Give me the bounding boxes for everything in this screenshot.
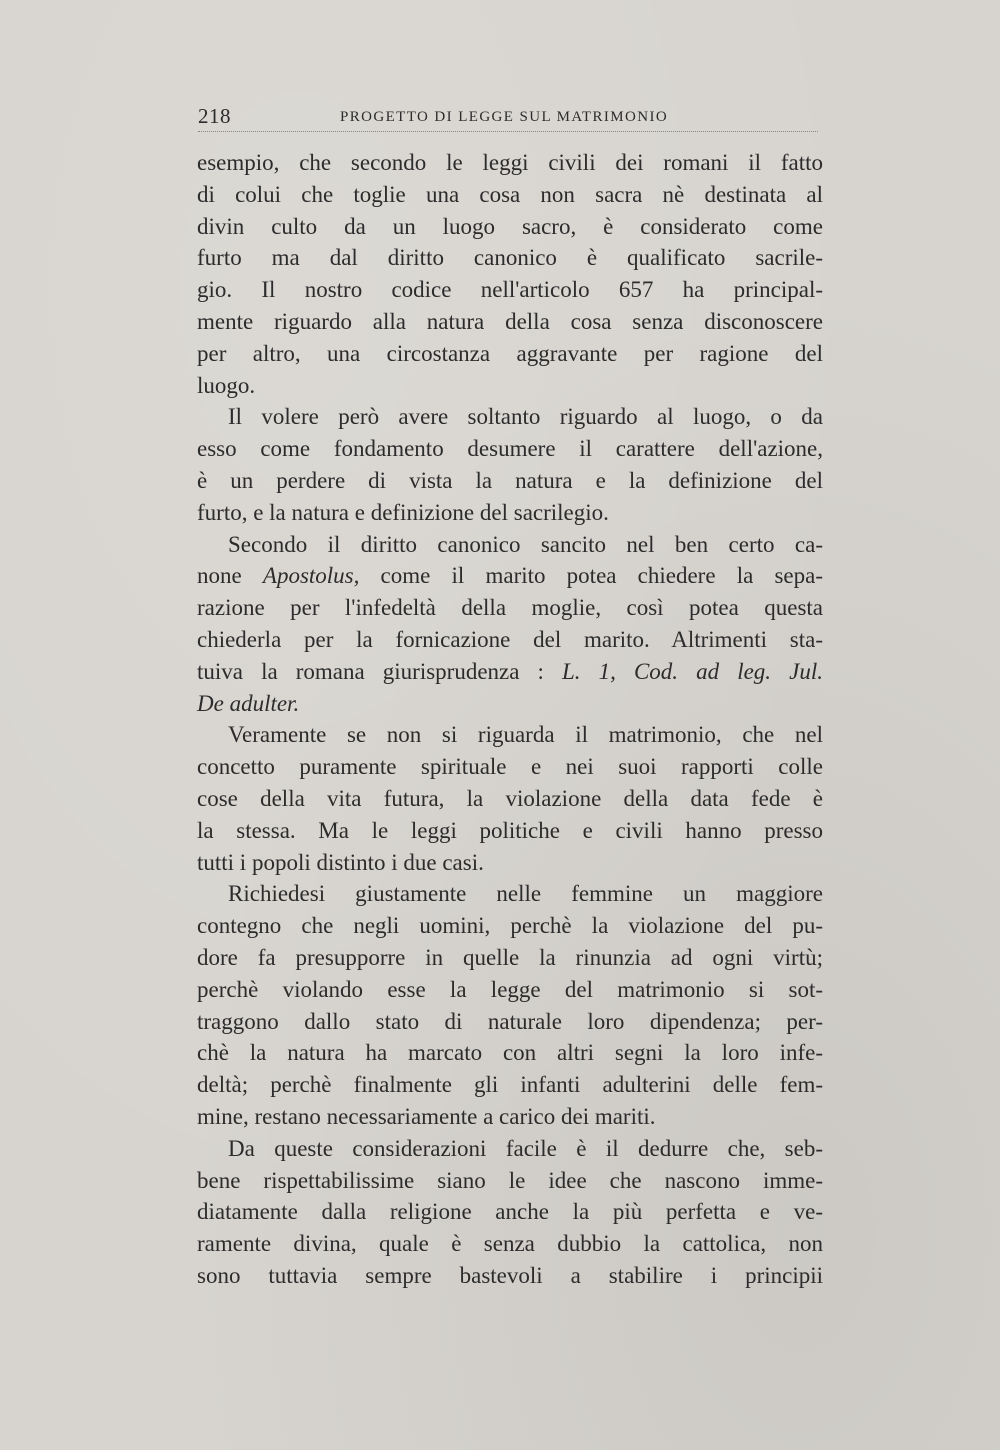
text-line: furto ma dal diritto canonico è qualificato sacrile- xyxy=(197,245,823,271)
text-line: furto, e la natura e definizione del sacrilegio. xyxy=(197,499,609,525)
text-line: divin culto da un luogo sacro, è considerato come xyxy=(197,213,823,239)
text-segment: come il marito potea chiedere la sepa- xyxy=(359,563,823,589)
text-line xyxy=(197,560,823,592)
text-segment: tuiva la romana giurisprudenza : xyxy=(197,658,563,684)
italic-citation: L. 1, Cod. ad leg. Jul. xyxy=(562,658,823,684)
text-line: esempio, che secondo le leggi civili dei romani il fatto xyxy=(197,150,823,175)
text-line: ramente divina, quale è senza dubbio la cattolica, non xyxy=(197,1231,823,1257)
text-line: razione per l'infedeltà della moglie, così potea questa xyxy=(197,595,823,621)
text-line: deltà; perchè finalmente gli infanti adulterini delle fem- xyxy=(197,1072,823,1098)
text-line xyxy=(197,688,823,720)
italic-citation: Apostolus, xyxy=(262,563,360,589)
text-line: Da queste considerazioni facile è il dedurre che, seb- xyxy=(228,1135,823,1161)
italic-citation: De adulter. xyxy=(197,690,300,716)
running-title: PROGETTO DI LEGGE SUL MATRIMONIO xyxy=(340,109,669,125)
text-line: gio. Il nostro codice nell'articolo 657 ha principal- xyxy=(197,277,823,303)
header-divider xyxy=(198,131,818,132)
text-line: Il volere però avere soltanto riguardo al luogo, o da xyxy=(228,404,823,430)
text-segment: none xyxy=(197,563,263,589)
text-line: bene rispettabilissime siano le idee che nascono imme- xyxy=(197,1167,823,1193)
text-line: chiederla per la fornicazione del marito. Altrimenti sta- xyxy=(197,626,823,652)
text-line: per altro, una circostanza aggravante per ragione del xyxy=(197,340,823,366)
text-line: diatamente dalla religione anche la più perfetta e ve- xyxy=(197,1199,823,1225)
text-line xyxy=(197,656,823,688)
text-line: tutti i popoli distinto i due casi. xyxy=(197,849,484,875)
text-line: la stessa. Ma le leggi politiche e civili hanno presso xyxy=(197,817,823,843)
text-line: luogo. xyxy=(197,372,256,398)
text-line: mente riguardo alla natura della cosa senza disconoscere xyxy=(197,308,823,334)
page-number: 218 xyxy=(198,104,231,128)
text-line: dore fa presupporre in quelle la rinunzia ad ogni virtù; xyxy=(197,944,823,970)
text-line: cose della vita futura, la violazione della data fede è xyxy=(197,785,823,811)
text-line: mine, restano necessariamente a carico dei mariti. xyxy=(197,1103,656,1129)
text-line: è un perdere di vista la natura e la definizione del xyxy=(197,467,823,493)
text-line: Secondo il diritto canonico sancito nel ben certo ca- xyxy=(228,531,823,557)
text-line: sono tuttavia sempre bastevoli a stabilire i principii xyxy=(197,1262,823,1288)
text-line: contegno che negli uomini, perchè la violazione del pu- xyxy=(197,913,823,939)
text-line: traggono dallo stato di naturale loro dipendenza; per- xyxy=(197,1008,823,1034)
text-line: chè la natura ha marcato con altri segni la loro infe- xyxy=(197,1040,823,1066)
text-line: concetto puramente spirituale e nei suoi rapporti colle xyxy=(197,754,823,780)
text-line: di colui che toglie una cosa non sacra nè destinata al xyxy=(197,181,823,207)
text-line: perchè violando esse la legge del matrimonio si sot- xyxy=(197,976,823,1002)
text-line: Veramente se non si riguarda il matrimonio, che nel xyxy=(228,722,823,748)
body-text xyxy=(197,147,823,1292)
text-line: esso come fondamento desumere il carattere dell'azione, xyxy=(197,436,823,462)
text-line: Richiedesi giustamente nelle femmine un maggiore xyxy=(228,881,823,907)
